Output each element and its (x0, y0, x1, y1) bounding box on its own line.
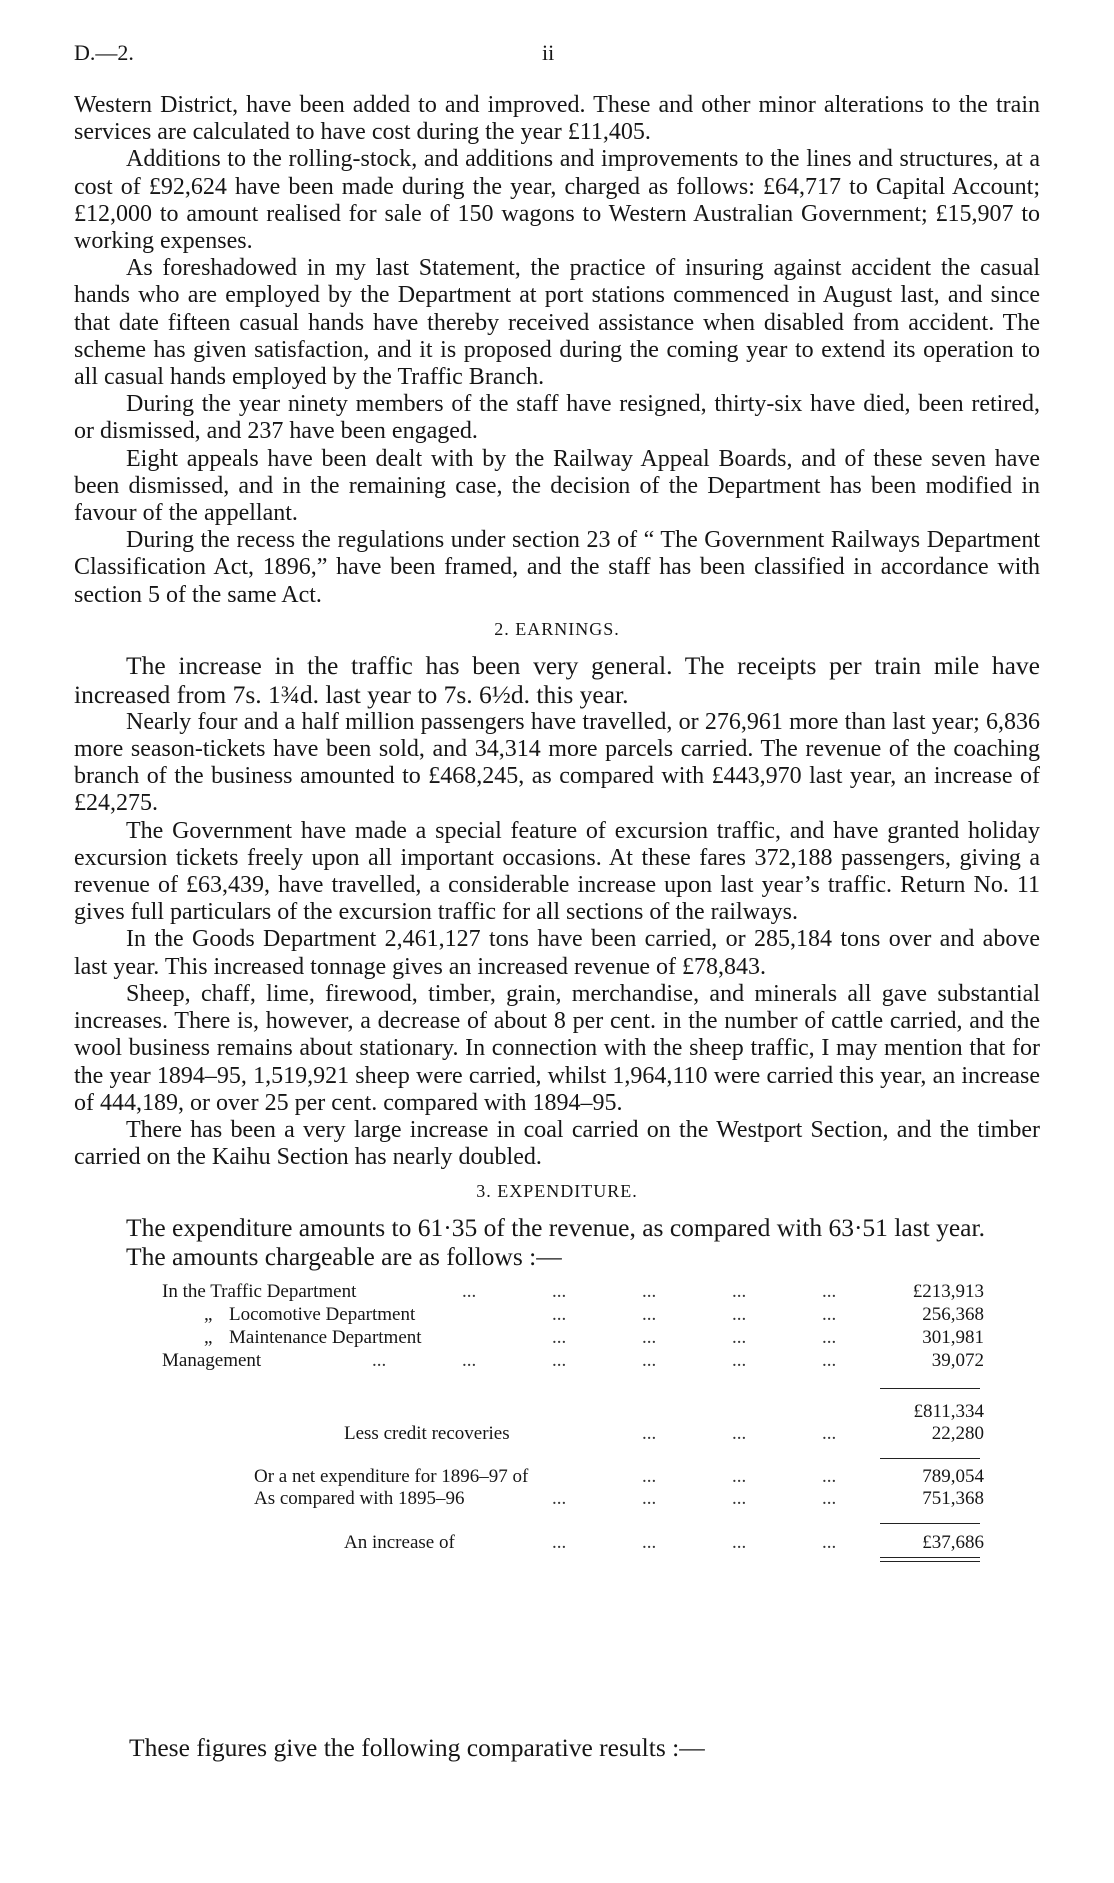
expenditure-table (74, 1277, 1040, 1577)
body-text (74, 92, 1040, 1577)
row-label: As compared with 1895–96 (254, 1488, 465, 1510)
leader-dots: ... (732, 1423, 747, 1445)
leader-dots: ... (822, 1350, 837, 1372)
page-number: ii (542, 40, 555, 65)
leader-dots: ... (462, 1281, 477, 1303)
leader-dots: ... (642, 1281, 657, 1303)
leader-dots: ... (552, 1488, 567, 1510)
double-rule-line (880, 1561, 980, 1562)
leader-dots: ... (732, 1350, 747, 1372)
paragraph: During the recess the regulations under section 23 of “ The Government Railways Department Classification Act, 1896,” have been framed, and the staff has been classified in accordance with section 5 of the same Act. (74, 527, 1040, 608)
closing-line: These figures give the following comparative results :— (129, 1733, 705, 1762)
row-amount: 301,981 (922, 1327, 984, 1349)
row-amount: 789,054 (922, 1466, 984, 1488)
rule-line (880, 1388, 980, 1389)
paragraph: Additions to the rolling-stock, and additions and improvements to the lines and structures, at a cost of £92,624 have been made during the year, charged as follows: £64,717 to Capital Account; £12,000 to amount realised for sale of 150 wagons to Western Australian Government; £15,907 to working expenses. (74, 146, 1040, 255)
leader-dots: ... (822, 1466, 837, 1488)
paragraph: The Government have made a special feature of excursion traffic, and have granted holiday excursion tickets freely upon all important occasions. At these fares 372,188 passengers, giving a revenue of £63,439, have travelled, a considerable increase upon last year’s traffic. Return No. 11 gives full particulars of the excursion traffic for all sections of the railways. (74, 817, 1040, 926)
row-amount: 256,368 (922, 1304, 984, 1326)
leader-dots: ... (642, 1488, 657, 1510)
row-label: Less credit recoveries (344, 1423, 510, 1445)
row-label: An increase of (344, 1532, 455, 1554)
total-amount: £37,686 (922, 1532, 984, 1554)
leader-dots: ... (642, 1532, 657, 1554)
leader-dots: ... (822, 1423, 837, 1445)
rule-line (880, 1523, 980, 1524)
table-row (74, 1488, 1040, 1510)
row-amount: 22,280 (931, 1423, 984, 1445)
leader-dots: ... (822, 1532, 837, 1554)
page-header (74, 40, 1040, 74)
leader-dots: ... (732, 1281, 747, 1303)
table-row (74, 1304, 1040, 1326)
subtotal-amount: £811,334 (913, 1401, 984, 1423)
row-amount: 751,368 (922, 1488, 984, 1510)
section-heading-expenditure: 3. EXPENDITURE. (476, 1181, 638, 1202)
row-amount: 39,072 (931, 1350, 984, 1372)
ditto-mark: „ (204, 1304, 213, 1326)
document-reference: D.—2. (74, 40, 134, 65)
table-row (74, 1423, 1040, 1445)
leader-dots: ... (552, 1327, 567, 1349)
leader-dots: ... (822, 1327, 837, 1349)
paragraph: During the year ninety members of the staff have resigned, thirty-six have died, been retired, or dismissed, and 237 have been engaged. (74, 391, 1040, 445)
table-row (74, 1350, 1040, 1372)
leader-dots: ... (372, 1350, 387, 1372)
section-heading-earnings: 2. EARNINGS. (494, 618, 620, 639)
table-row (74, 1327, 1040, 1349)
leader-dots: ... (732, 1304, 747, 1326)
leader-dots: ... (822, 1281, 837, 1303)
leader-dots: ... (732, 1466, 747, 1488)
row-label: Maintenance Department (229, 1327, 422, 1349)
leader-dots: ... (552, 1532, 567, 1554)
leader-dots: ... (462, 1350, 477, 1372)
row-amount: £213,913 (912, 1281, 984, 1303)
rule-line (880, 1458, 980, 1459)
table-row (74, 1532, 1040, 1554)
leader-dots: ... (822, 1488, 837, 1510)
table-row (74, 1401, 1040, 1423)
table-row (74, 1281, 1040, 1303)
paragraph: Sheep, chaff, lime, firewood, timber, grain, merchandise, and minerals all gave substantial increases. There is, however, a decrease of about 8 per cent. in the number of cattle carried, and the wool business remains about stationary. In connection with the sheep traffic, I may mention that for the year 1894–95, 1,519,921 sheep were carried, whilst 1,964,110 were carried this year, an increase of 444,189, or over 25 per cent. compared with 1894–95. (74, 980, 1040, 1116)
paragraph: There has been a very large increase in coal carried on the Westport Section, and the timber carried on the Kaihu Section has nearly doubled. (74, 1116, 1040, 1171)
table-row (74, 1466, 1040, 1488)
paragraph: The increase in the traffic has been very general. The receipts per train mile have increased from 7s. 1¾d. last year to 7s. 6½d. this year. (74, 650, 1040, 709)
ditto-mark: „ (204, 1327, 213, 1349)
paragraph: Western District, have been added to and improved. These and other minor alterations to the train services are calculated to have cost during the year £11,405. (74, 92, 1040, 146)
row-label: Locomotive Department (229, 1304, 416, 1326)
leader-dots: ... (552, 1281, 567, 1303)
leader-dots: ... (642, 1423, 657, 1445)
paragraph: Nearly four and a half million passengers have travelled, or 276,961 more than last year; 6,836 more season-tickets have been sold, and 34,314 more parcels carried. The revenue of the coaching branch of the business amounted to £468,245, as compared with £443,970 last year, an increase of £24,275. (74, 708, 1040, 817)
leader-dots: ... (642, 1327, 657, 1349)
paragraph: The amounts chargeable are as follows :— (126, 1242, 562, 1272)
paragraph: Eight appeals have been dealt with by the Railway Appeal Boards, and of these seven have been dismissed, and in the remaining case, the decision of the Department has been modified in favour of the appellant. (74, 445, 1040, 527)
paragraph: As foreshadowed in my last Statement, the practice of insuring against accident the casual hands who are employed by the Department at port stations commenced in August last, and since that date fifteen casual hands have thereby received assistance when disabled from accident. The scheme has given satisfaction, and it is proposed during the coming year to extend its operation to all casual hands employed by the Traffic Branch. (74, 255, 1040, 391)
paragraph: In the Goods Department 2,461,127 tons have been carried, or 285,184 tons over and above last year. This increased tonnage gives an increased revenue of £78,843. (74, 926, 1040, 980)
leader-dots: ... (642, 1304, 657, 1326)
paragraph: The expenditure amounts to 61·35 of the revenue, as compared with 63·51 last year. (126, 1213, 985, 1243)
leader-dots: ... (552, 1304, 567, 1326)
leader-dots: ... (642, 1466, 657, 1488)
row-label: Or a net expenditure for 1896–97 of (254, 1466, 529, 1488)
leader-dots: ... (732, 1327, 747, 1349)
leader-dots: ... (822, 1304, 837, 1326)
row-label: In the Traffic Department (162, 1281, 357, 1303)
leader-dots: ... (552, 1350, 567, 1372)
leader-dots: ... (642, 1350, 657, 1372)
leader-dots: ... (732, 1488, 747, 1510)
row-label: Management (162, 1350, 262, 1372)
double-rule-line (880, 1557, 980, 1558)
leader-dots: ... (732, 1532, 747, 1554)
